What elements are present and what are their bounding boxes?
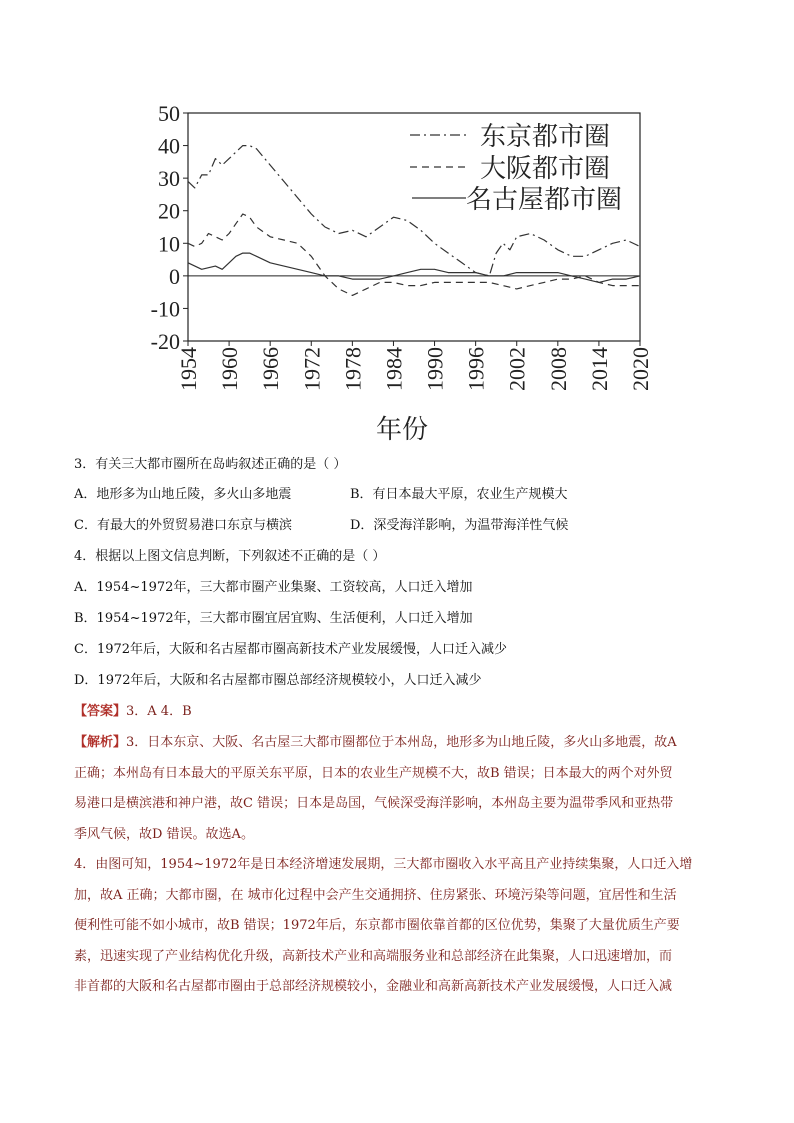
question-3-option-b: B．有日本最大平原，农业生产规模大: [350, 487, 568, 502]
population-migration-chart: [0, 0, 794, 450]
x-tick-label: 1984: [381, 347, 407, 391]
x-axis-label: 年份: [375, 415, 429, 445]
question-4-option-a: A．1954~1972年，三大都市圈产业集聚、工资较高，人口迁入增加: [74, 580, 473, 595]
legend-label: 大阪都市圈: [480, 154, 611, 184]
question-3-stem: 3．有关三大都市圈所在岛屿叙述正确的是（ ）: [74, 457, 347, 472]
x-tick-label: 1954: [176, 347, 201, 391]
x-tick-label: 1972: [299, 347, 325, 391]
y-tick-label: 10: [158, 231, 180, 257]
analysis-tag: 【解析】: [74, 735, 127, 750]
question-4-stem: 4．根据以上图文信息判断，下列叙述不正确的是（ ）: [74, 549, 386, 564]
question-3-option-d: D．深受海洋影响，为温带海洋性气候: [350, 518, 569, 533]
y-tick-label: -10: [150, 296, 180, 322]
analysis-line: 非首都的大阪和名古屋都市圈由于总部经济规模较小，金融业和高新高新技术产业发展缓慢，人口迁入减: [74, 979, 673, 994]
question-4-option-c: C．1972年后，大阪和名古屋都市圈高新技术产业发展缓慢，人口迁入减少: [74, 642, 508, 657]
analysis-line: 便利性可能不如小城市，故B 错误；1972年后，东京都市圈依靠首都的区位优势，集聚了大量优质生产要: [74, 918, 680, 933]
x-tick-label: 1966: [258, 347, 284, 391]
x-tick-label: 2020: [628, 347, 653, 391]
x-tick-label: 2002: [504, 347, 530, 391]
series-line-2: [188, 214, 640, 295]
x-tick-label: 1960: [217, 347, 243, 391]
legend-label: 名古屋都市圈: [466, 185, 623, 215]
question-4-option-b: B．1954~1972年，三大都市圈宜居宜购、生活便利，人口迁入增加: [74, 611, 473, 626]
answer-tag: 【答案】: [74, 704, 127, 719]
analysis-line: 4．由图可知，1954~1972年是日本经济增速发展期，三大都市圈收入水平高且产业持续集聚，人口迁入增: [74, 857, 693, 872]
x-tick-label: 1978: [340, 347, 366, 391]
analysis-q3: [74, 728, 724, 850]
answer-line: [74, 703, 192, 721]
series-line-3: [188, 253, 640, 282]
y-tick-label: -20: [150, 329, 180, 354]
x-tick-label: 2008: [545, 347, 571, 391]
answer-text: 3．A 4．B: [126, 704, 192, 719]
x-tick-label: 2014: [586, 347, 612, 391]
analysis-line: 加，故A 正确；大都市圈，在 城市化过程中会产生交通拥挤、住房紧张、环境污染等问题，宜居性和生活: [74, 887, 677, 903]
y-tick-label: 40: [158, 133, 180, 159]
analysis-q4: [74, 850, 724, 1003]
y-tick-label: 0: [169, 263, 180, 289]
analysis-line: 素，迅速实现了产业结构优化升级，高新技术产业和高端服务业和总部经济在此集聚，人口迅速增加，而: [74, 948, 673, 964]
y-tick-label: 50: [158, 101, 180, 126]
chart-svg: [0, 0, 794, 450]
x-tick-label: 1990: [422, 347, 448, 391]
analysis-text: 3．日本东京、大阪、名古屋三大都市圈都位于本州岛，地形多为山地丘陵，多火山多地震，故A: [126, 735, 677, 750]
question-4-option-d: D．1972年后，大阪和名古屋都市圈总部经济规模较小，人口迁入减少: [74, 673, 482, 688]
analysis-line: 季风气候，故D 错误。故选A。: [74, 826, 254, 842]
x-tick-label: 1996: [463, 347, 489, 391]
legend-label: 东京都市圈: [480, 122, 611, 152]
analysis-line: 正确；本州岛有日本最大的平原关东平原，日本的农业生产规模不大，故B 错误；日本最大的两个对外贸: [74, 765, 673, 781]
analysis-line: [74, 728, 724, 759]
y-tick-label: 30: [158, 166, 180, 192]
analysis-line: 易港口是横滨港和神户港，故C 错误；日本是岛国，气候深受海洋影响，本州岛主要为温带季风和亚热带: [74, 796, 674, 811]
question-3-option-a: A．地形多为山地丘陵，多火山多地震: [74, 487, 292, 502]
y-tick-label: 20: [158, 198, 180, 224]
question-3-option-c: C．有最大的外贸贸易港口东京与横滨: [74, 518, 292, 533]
